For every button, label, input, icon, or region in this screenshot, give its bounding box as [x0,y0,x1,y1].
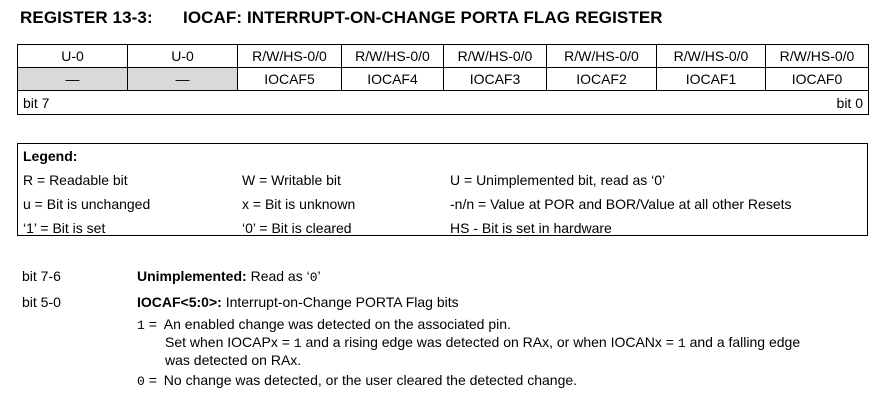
description-text: Read as ‘ [246,268,310,284]
access-cell: R/W/HS-0/0 [444,45,547,68]
code-value: 1 [293,336,302,351]
access-row [18,45,869,68]
bit-name-cell: IOCAF2 [547,68,657,91]
code-value: 0 [309,270,318,285]
access-cell: R/W/HS-0/0 [238,45,342,68]
access-cell: R/W/HS-0/0 [657,45,766,68]
bit-name-cell: IOCAF4 [342,68,444,91]
bit-position-cell [18,91,869,115]
legend-entry: U = Unimplemented bit, read as ‘0’ [450,172,666,188]
legend-entry: W = Writable bit [242,172,341,188]
bit-range-label: bit 7-6 [22,268,61,284]
register-title [20,8,663,28]
description-text: ’ [317,268,321,284]
set-condition-description [165,334,800,351]
description-text: and a rising edge was detected on RAx, or when IOCANx = [301,334,678,350]
bit-range-label: bit 5-0 [22,294,61,310]
legend-entry: ‘0’ = Bit is cleared [242,220,352,236]
legend-entry: R = Readable bit [23,172,128,188]
description-text: No change was detected, or the user cleared the detected change. [163,372,578,388]
description-text: Interrupt-on-Change PORTA Flag bits [221,294,459,310]
register-bit-table [17,44,869,115]
bit-name-row [18,68,869,91]
legend-entry: ‘1’ = Bit is set [23,220,106,236]
legend-entry: u = Bit is unchanged [23,196,151,212]
bit-description [137,294,459,310]
code-value: 1 [137,318,145,333]
access-cell: U-0 [18,45,128,68]
register-id: REGISTER 13-3: [20,8,153,27]
description-text: An enabled change was detected on the associated pin. [163,316,511,332]
set-condition-continuation: was detected on RAx. [165,352,302,368]
bit-name-cell: IOCAF1 [657,68,766,91]
bit-name-cell: — [18,68,128,91]
legend-entry: x = Bit is unknown [242,196,356,212]
description-text: Set when IOCAPx = [165,334,294,350]
legend-box [17,143,868,236]
register-name: IOCAF: INTERRUPT-ON-CHANGE PORTA FLAG REGISTER [183,8,663,27]
bit-description [137,268,321,285]
description-text: and a falling edge [685,334,801,350]
legend-entry: HS - Bit is set in hardware [450,220,612,236]
lsb-label: bit 0 [836,94,863,111]
access-cell: R/W/HS-0/0 [547,45,657,68]
code-value: 1 [677,336,686,351]
bit-name-cell: IOCAF0 [766,68,869,91]
bit-position-row [18,91,869,115]
access-cell: R/W/HS-0/0 [766,45,869,68]
field-name: Unimplemented: [137,268,247,284]
field-name: IOCAF<5:0>: [137,294,222,310]
access-cell: R/W/HS-0/0 [342,45,444,68]
bit-name-cell: IOCAF5 [238,68,342,91]
legend-title: Legend: [23,148,78,164]
equals-text: = [144,316,161,332]
bit-name-cell: — [128,68,238,91]
bit-name-cell: IOCAF3 [444,68,547,91]
msb-label: bit 7 [23,94,50,111]
value-one-description [137,316,511,333]
access-cell: U-0 [128,45,238,68]
legend-entry: -n/n = Value at POR and BOR/Value at all other Resets [450,196,792,212]
value-zero-description [137,372,577,389]
code-value: 0 [137,374,145,389]
equals-text: = [144,372,161,388]
